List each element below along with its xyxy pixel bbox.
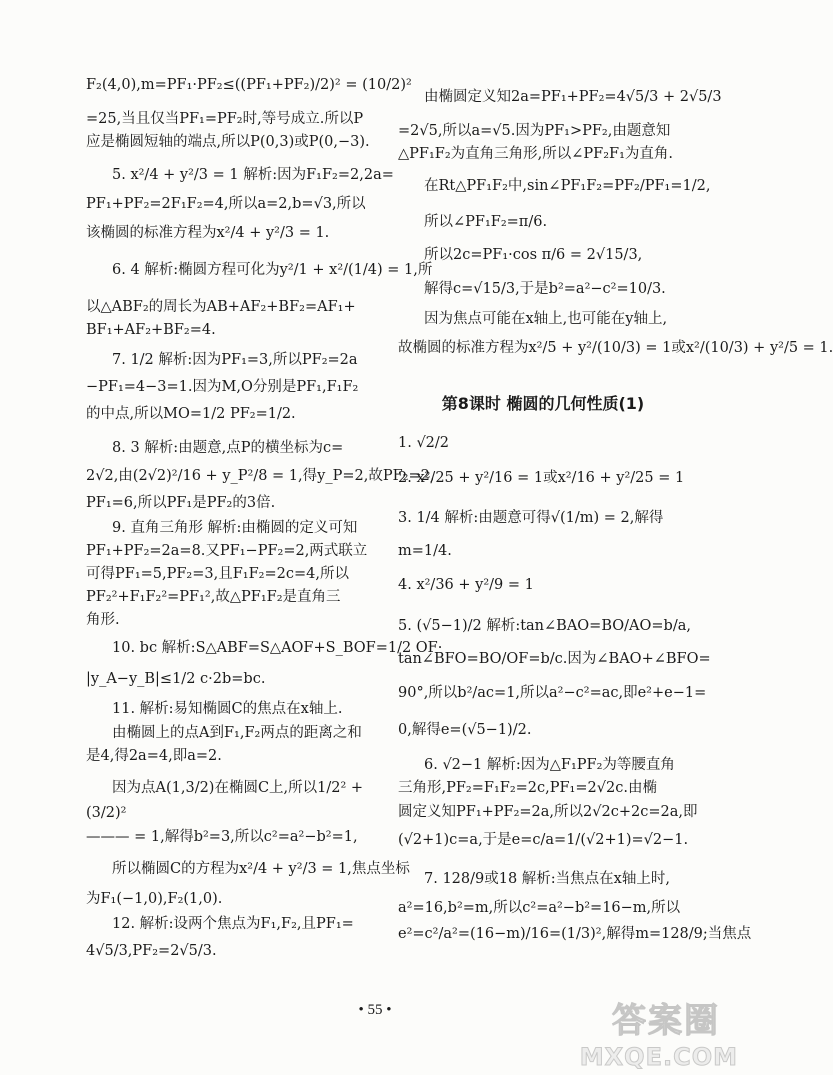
text-line: 由椭圆上的点A到F₁,F₂两点的距离之和 [112, 725, 362, 741]
text-line: 2. x²/25 + y²/16 = 1或x²/16 + y²/25 = 1 [398, 470, 685, 486]
text-line: a²=16,b²=m,所以c²=a²−b²=16−m,所以 [398, 900, 681, 916]
text-line: =2√5,所以a=√5.因为PF₁>PF₂,由题意知 [398, 123, 671, 139]
text-line: 1. √2/2 [398, 435, 450, 451]
text-line: 为F₁(−1,0),F₂(1,0). [86, 891, 223, 907]
text-line: 4√5/3,PF₂=2√5/3. [86, 943, 217, 959]
watermark-bottom-text: MXQE.COM [579, 1043, 738, 1071]
text-line: PF₂²+F₁F₂²=PF₁²,故△PF₁F₂是直角三 [86, 589, 341, 605]
text-line: m=1/4. [398, 543, 452, 559]
text-line: PF₁+PF₂=2F₁F₂=4,所以a=2,b=√3,所以 [86, 196, 366, 212]
text-line: 因为点A(1,3/2)在椭圆C上,所以1/2² + [112, 780, 364, 796]
text-line: 角形. [86, 612, 120, 628]
text-line: 5. (√5−1)/2 解析:tan∠BAO=BO/AO=b/a, [398, 618, 691, 634]
text-line: 三角形,PF₂=F₁F₂=2c,PF₁=2√2c.由椭 [398, 780, 657, 796]
text-line: (3/2)² [86, 805, 127, 821]
section-heading: 第8课时 椭圆的几何性质(1) [441, 394, 645, 413]
text-line: 7. 128/9或18 解析:当焦点在x轴上时, [424, 871, 670, 887]
text-line: 90°,所以b²/ac=1,所以a²−c²=ac,即e²+e−1= [398, 685, 707, 701]
text-line: 6. √2−1 解析:因为△F₁PF₂为等腰直角 [424, 757, 675, 773]
text-line: 解得c=√15/3,于是b²=a²−c²=10/3. [424, 281, 666, 297]
text-line: 10. bc 解析:S△ABF=S△AOF+S_BOF=1/2 OF· [112, 640, 443, 656]
text-line: △PF₁F₂为直角三角形,所以∠PF₂F₁为直角. [398, 146, 674, 162]
text-line: 圆定义知PF₁+PF₂=2a,所以2√2c+2c=2a,即 [398, 804, 698, 820]
text-line: (√2+1)c=a,于是e=c/a=1/(√2+1)=√2−1. [398, 832, 689, 848]
text-line: 4. x²/36 + y²/9 = 1 [398, 577, 534, 593]
watermark-logo [579, 993, 742, 1071]
text-line: 是4,得2a=4,即a=2. [86, 748, 222, 764]
watermark-top-text: 答案圈 [612, 1001, 720, 1041]
text-line: −PF₁=4−3=1.因为M,O分别是PF₁,F₁F₂ [86, 379, 359, 395]
text-line: F₂(4,0),m=PF₁·PF₂≤((PF₁+PF₂)/2)² = (10/2)² [86, 77, 412, 93]
text-line: 在Rt△PF₁F₂中,sin∠PF₁F₂=PF₂/PF₁=1/2, [424, 178, 711, 194]
text-line: 由椭圆定义知2a=PF₁+PF₂=4√5/3 + 2√5/3 [424, 89, 722, 105]
text-line: 应是椭圆短轴的端点,所以P(0,3)或P(0,−3). [86, 134, 370, 150]
text-line: 所以∠PF₁F₂=π/6. [424, 214, 548, 230]
text-line: 因为焦点可能在x轴上,也可能在y轴上, [424, 311, 668, 327]
text-line: e²=c²/a²=(16−m)/16=(1/3)²,解得m=128/9;当焦点 [398, 926, 752, 942]
text-line: 5. x²/4 + y²/3 = 1 解析:因为F₁F₂=2,2a= [112, 167, 394, 183]
text-line: |y_A−y_B|≤1/2 c·2b=bc. [86, 671, 266, 687]
text-line: 的中点,所以MO=1/2 PF₂=1/2. [86, 406, 296, 422]
text-line: 所以椭圆C的方程为x²/4 + y²/3 = 1,焦点坐标 [112, 861, 410, 877]
text-line: 12. 解析:设两个焦点为F₁,F₂,且PF₁= [112, 916, 354, 932]
text-line: 所以2c=PF₁·cos π/6 = 2√15/3, [424, 247, 643, 263]
text-line: 可得PF₁=5,PF₂=3,且F₁F₂=2c=4,所以 [86, 566, 349, 582]
text-line: BF₁+AF₂+BF₂=4. [86, 322, 216, 338]
text-line: 以△ABF₂的周长为AB+AF₂+BF₂=AF₁+ [86, 299, 356, 315]
text-line: 2√2,由(2√2)²/16 + y_P²/8 = 1,得y_P=2,故PF₂=2, [86, 468, 435, 484]
text-line: 故椭圆的标准方程为x²/5 + y²/(10/3) = 1或x²/(10/3) + y²/5 = 1. [398, 340, 833, 356]
text-line: 7. 1/2 解析:因为PF₁=3,所以PF₂=2a [112, 352, 358, 368]
text-line: =25,当且仅当PF₁=PF₂时,等号成立.所以P [86, 111, 364, 127]
text-line: 3. 1/4 解析:由题意可得√(1/m) = 2,解得 [398, 510, 664, 526]
text-line: PF₁+PF₂=2a=8.又PF₁−PF₂=2,两式联立 [86, 543, 368, 559]
text-line: ——— = 1,解得b²=3,所以c²=a²−b²=1, [86, 829, 358, 845]
text-line: 11. 解析:易知椭圆C的焦点在x轴上. [112, 701, 343, 717]
text-line: PF₁=6,所以PF₁是PF₂的3倍. [86, 495, 276, 511]
text-line: 8. 3 解析:由题意,点P的横坐标为c= [112, 440, 344, 456]
text-line: 该椭圆的标准方程为x²/4 + y²/3 = 1. [86, 225, 330, 241]
text-line: 9. 直角三角形 解析:由椭圆的定义可知 [112, 520, 358, 536]
text-line: 6. 4 解析:椭圆方程可化为y²/1 + x²/(1/4) = 1,所 [112, 262, 433, 278]
text-line: 0,解得e=(√5−1)/2. [398, 722, 532, 738]
page-number: • 55 • [358, 1002, 392, 1018]
text-line: tan∠BFO=BO/OF=b/c.因为∠BAO+∠BFO= [398, 651, 711, 667]
